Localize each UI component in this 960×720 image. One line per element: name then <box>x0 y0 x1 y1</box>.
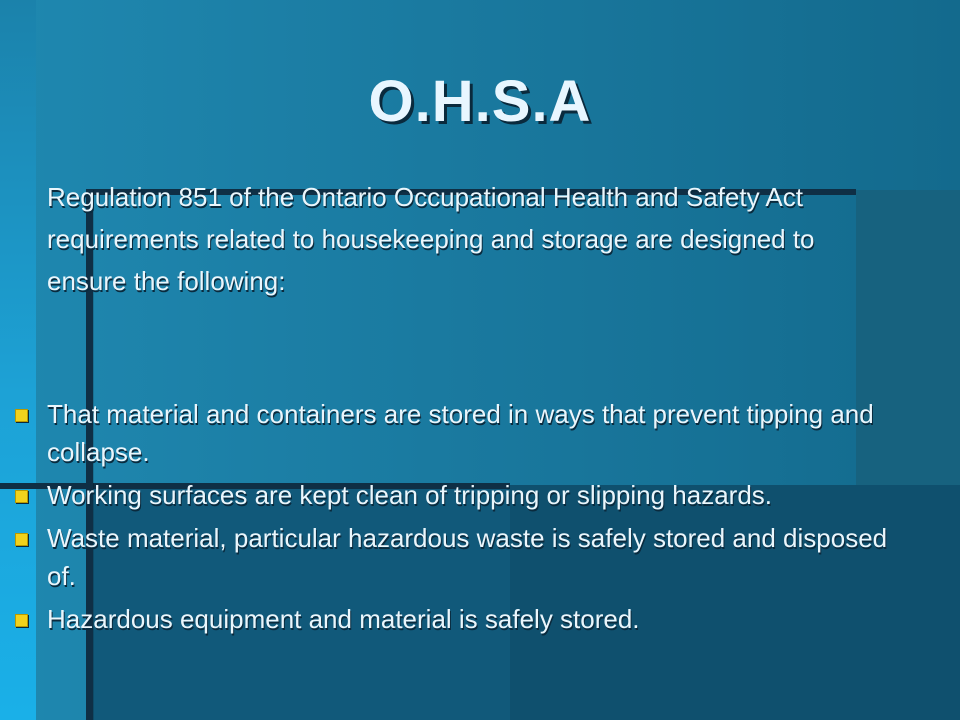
square-bullet-icon <box>15 614 28 627</box>
square-bullet-icon <box>15 533 28 546</box>
slide-title: O.H.S.A <box>368 69 592 134</box>
bullet-text: That material and containers are stored in ways that prevent tipping and collapse. <box>47 399 874 467</box>
bullet-text: Hazardous equipment and material is safely stored. <box>47 604 640 634</box>
bullet-item <box>0 519 960 595</box>
square-bullet-icon <box>15 490 28 503</box>
square-bullet-icon <box>15 409 28 422</box>
bullet-item <box>0 476 960 514</box>
bullet-list <box>0 395 960 643</box>
bullet-text: Waste material, particular hazardous waste is safely stored and disposed of. <box>47 523 888 591</box>
bullet-item <box>0 600 960 638</box>
bullet-text: Working surfaces are kept clean of tripping or slipping hazards. <box>47 480 773 510</box>
bullet-item <box>0 395 960 471</box>
slide-intro-text: Regulation 851 of the Ontario Occupational Health and Safety Act requirements related to housekeeping and storage are designed to ensure the following: <box>47 182 815 296</box>
